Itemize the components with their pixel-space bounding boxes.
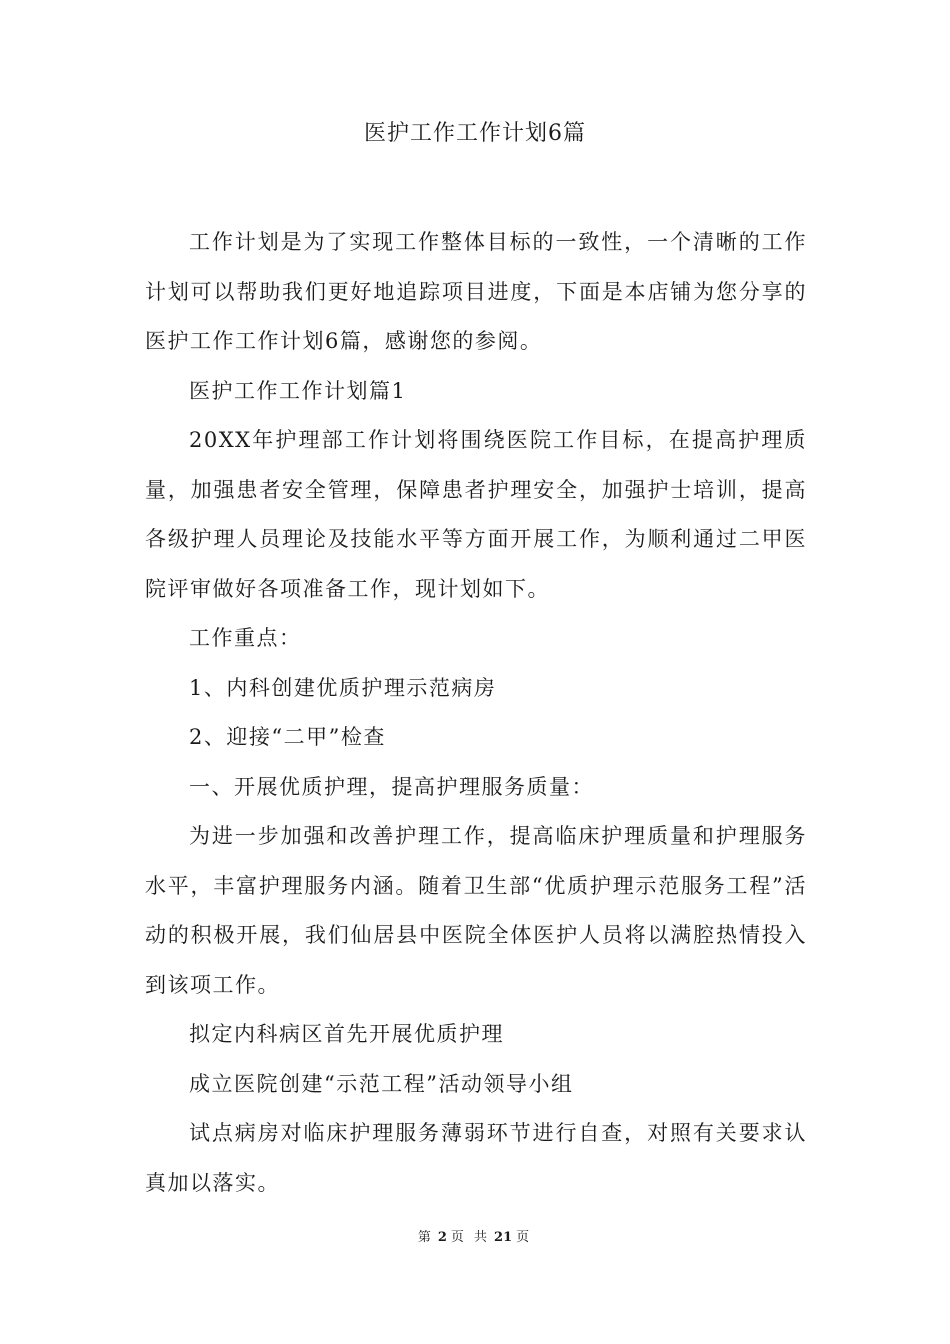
total-pages-number: 21 bbox=[494, 1230, 513, 1245]
body-paragraph: 试点病房对临床护理服务薄弱环节进行自查，对照有关要求认真加以落实。 bbox=[145, 1121, 807, 1195]
body-paragraph: 为进一步加强和改善护理工作，提高临床护理质量和护理服务水平，丰富护理服务内涵。随着卫生部“优质护理示范服务工程”活动的积极开展，我们仙居县中医院全体医护人员将以满腔热情投入到该项工作。 bbox=[145, 824, 807, 997]
intro-paragraph: 工作计划是为了实现工作整体目标的一致性，一个清晰的工作计划可以帮助我们更好地追踪项目进度，下面是本店铺为您分享的医护工作工作计划6篇，感谢您的参阅。 bbox=[145, 230, 807, 353]
footer-middle: 页 共 bbox=[450, 1230, 491, 1245]
list-item: 2、迎接“二甲”检查 bbox=[189, 725, 386, 749]
body-paragraph: 20XX年护理部工作计划将围绕医院工作目标，在提高护理质量，加强患者安全管理，保障患者护理安全，加强护士培训，提高各级护理人员理论及技能水平等方面开展工作，为顺利通过二甲医院评审做好各项准备工作，现计划如下。 bbox=[145, 428, 807, 601]
subheading: 一、开展优质护理，提高护理服务质量： bbox=[189, 774, 594, 799]
document-body bbox=[145, 218, 807, 1208]
document-title: 医护工作工作计划6篇 bbox=[364, 121, 586, 146]
footer-suffix: 页 bbox=[516, 1230, 533, 1245]
current-page-number: 2 bbox=[437, 1230, 447, 1245]
footer-prefix: 第 bbox=[417, 1230, 434, 1245]
body-paragraph: 拟定内科病区首先开展优质护理 bbox=[189, 1022, 504, 1046]
list-item: 1、内科创建优质护理示范病房 bbox=[189, 675, 497, 700]
section-heading: 医护工作工作计划篇1 bbox=[189, 378, 407, 403]
page-footer bbox=[0, 1228, 950, 1248]
subheading: 工作重点： bbox=[189, 626, 302, 650]
body-paragraph: 成立医院创建“示范工程”活动领导小组 bbox=[189, 1071, 574, 1096]
